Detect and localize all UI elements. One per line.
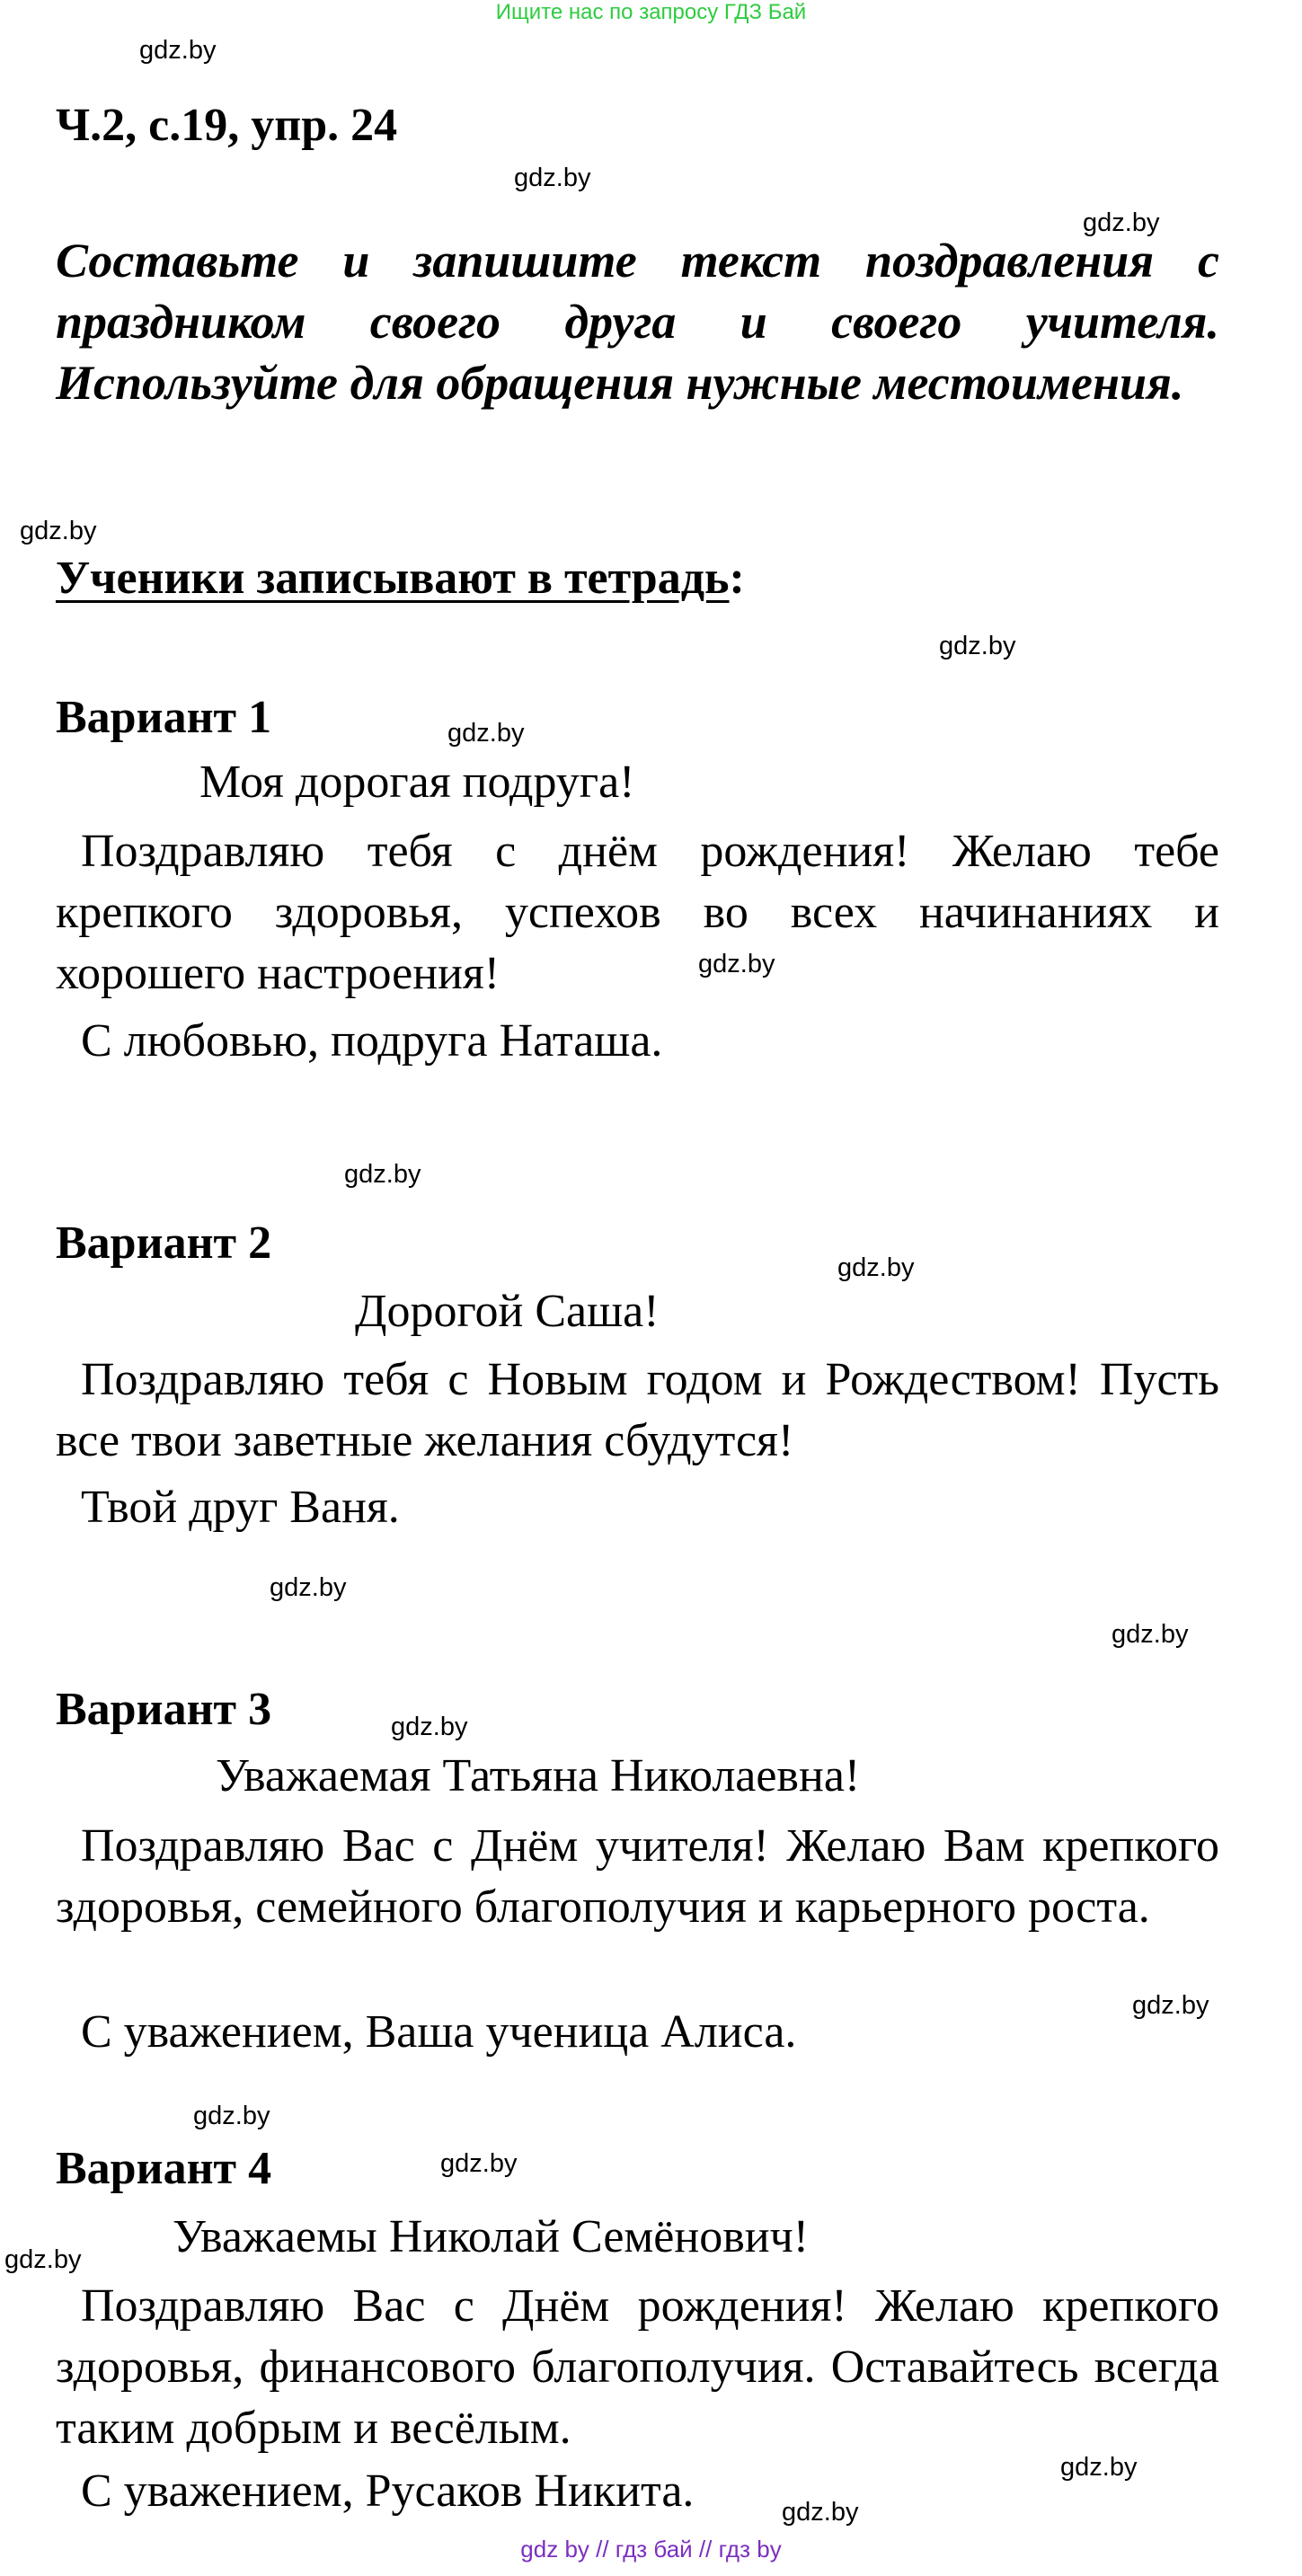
watermark: gdz.by <box>939 632 1016 660</box>
watermark: gdz.by <box>4 2245 82 2274</box>
variant-1-signature: С любовью, подруга Наташа. <box>81 1015 663 1067</box>
section-heading-colon: : <box>729 553 745 604</box>
watermark: gdz.by <box>1132 1991 1209 2020</box>
variant-3-signature: С уважением, Ваша ученица Алиса. <box>81 2006 797 2058</box>
task-text: Составьте и запишите текст поздравления с праздником своего друга и своего учителя. Используйте для обращения нужные местоимения. <box>56 234 1219 410</box>
section-heading <box>56 550 745 607</box>
variant-1-body: Поздравляю тебя с днём рождения! Желаю тебе крепкого здоровья, успехов во всех начинаниях и хорошего настроения! <box>56 826 1219 999</box>
variant-2-greeting: Дорогой Саша! <box>355 1286 660 1337</box>
variant-2-title: Вариант 2 <box>56 1217 272 1269</box>
variant-4-title: Вариант 4 <box>56 2143 272 2194</box>
variant-1-greeting: Моя дорогая подруга! <box>199 757 635 808</box>
watermark: gdz.by <box>447 719 525 748</box>
watermark: gdz.by <box>20 517 97 545</box>
variant-4-signature: С уважением, Русаков Никита. <box>81 2465 695 2517</box>
watermark: gdz.by <box>440 2149 518 2178</box>
variant-3-body: Поздравляю Вас с Днём учителя! Желаю Вам крепкого здоровья, семейного благополучия и карьерного роста. <box>56 1820 1219 1933</box>
variant-4-greeting: Уважаемы Николай Семёнович! <box>173 2211 810 2262</box>
watermark: gdz.by <box>782 2498 859 2527</box>
variant-3-title: Вариант 3 <box>56 1684 272 1735</box>
watermark: gdz.by <box>139 36 217 65</box>
watermark: gdz.by <box>344 1160 421 1189</box>
watermark: gdz.by <box>1083 208 1160 237</box>
watermark: gdz.by <box>698 950 775 978</box>
watermark: gdz.by <box>837 1253 915 1282</box>
top-banner[interactable]: Ищите нас по запросу ГДЗ Бай <box>495 0 807 24</box>
watermark: gdz.by <box>270 1573 347 1602</box>
variant-1-title: Вариант 1 <box>56 692 272 743</box>
watermark: gdz.by <box>391 1713 468 1741</box>
page-title: Ч.2, с.19, упр. 24 <box>56 100 398 151</box>
watermark: gdz.by <box>1060 2453 1138 2482</box>
watermark: gdz.by <box>1112 1620 1189 1649</box>
section-heading-underlined: Ученики записывают в тетрадь <box>56 553 730 604</box>
watermark: gdz.by <box>193 2102 270 2130</box>
variant-2-signature: Твой друг Ваня. <box>81 1482 400 1533</box>
bottom-banner[interactable]: gdz by // гдз бай // гдз by <box>520 2536 782 2563</box>
variant-2-body: Поздравляю тебя с Новым годом и Рождеством! Пусть все твои заветные желания сбудутся! <box>56 1354 1219 1466</box>
variant-3-greeting: Уважаемая Татьяна Николаевна! <box>216 1750 861 1801</box>
variant-4-body: Поздравляю Вас с Днём рождения! Желаю крепкого здоровья, финансового благополучия. Оставайтесь всегда таким добрым и весёлым. <box>56 2280 1219 2454</box>
watermark: gdz.by <box>514 164 591 192</box>
